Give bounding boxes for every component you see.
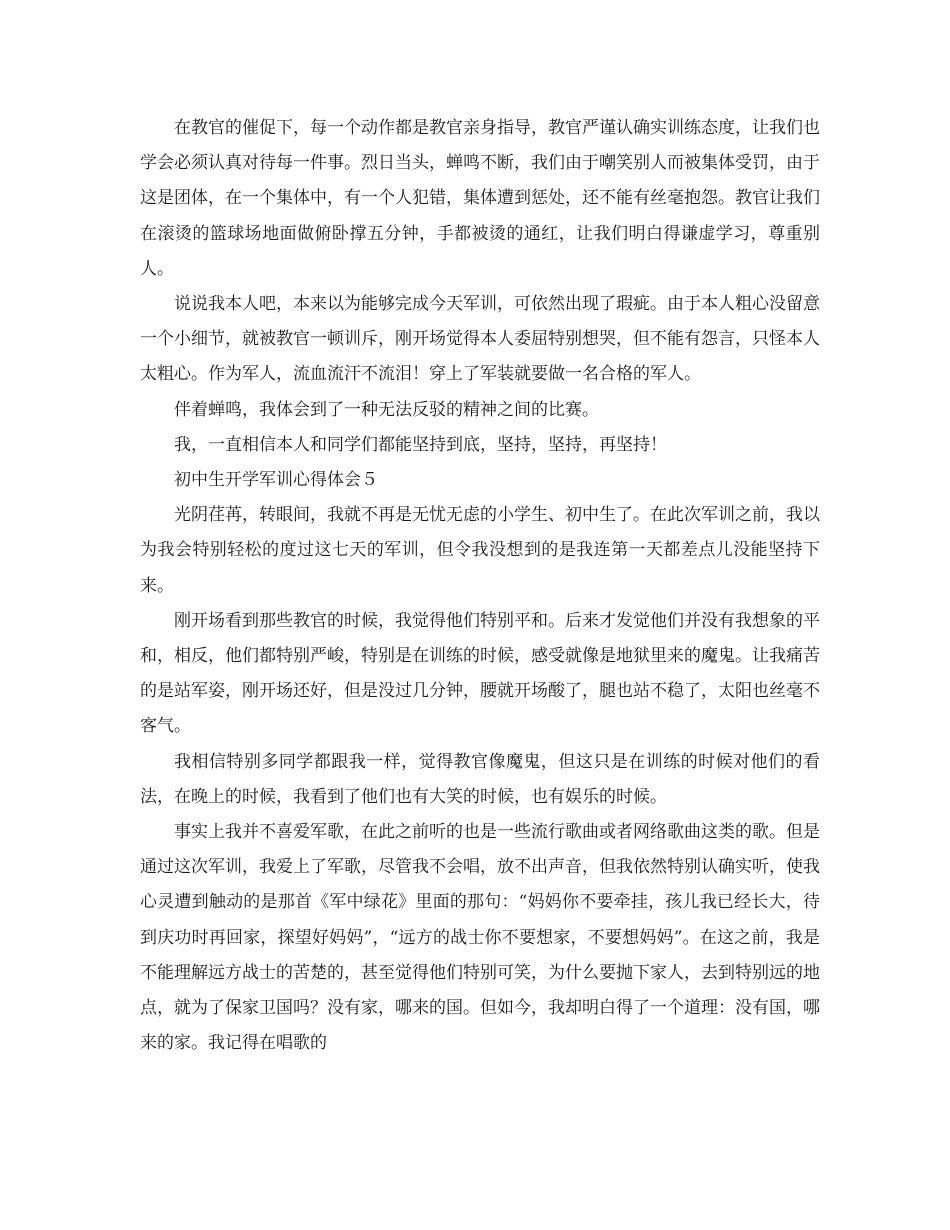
- paragraph: 事实上我并不喜爱军歌，在此之前听的也是一些流行歌曲或者网络歌曲这类的歌。但是通过这次军训，我爱上了军歌，尽管我不会唱，放不出声音，但我依然特别认确实听，使我心灵遭到触动的是那首《军中绿花》里面的那句：“妈妈你不要牵挂，孩儿我已经长大，待到庆功时再回家，探望好妈妈”，“远方的战士你不要想家，不要想妈妈”。在这之前，我是不能理解远方战士的苦楚的，甚至觉得他们特别可笑，为什么要抛下家人，去到特别远的地点，就为了保家卫国吗？没有家，哪来的国。但如今，我却明白得了一个道理：没有国，哪来的家。我记得在唱歌的: [140, 822, 820, 1054]
- paragraph: 说说我本人吧，本来以为能够完成今天军训，可依然出现了瑕疵。由于本人粗心没留意一个小细节，就被教官一顿训斥，刚开场觉得本人委屈特别想哭，但不能有怨言，只怪本人太粗心。作为军人，流血流汗不流泪！穿上了军装就要做一名合格的军人。: [140, 294, 820, 385]
- paragraph: 伴着蝉鸣，我体会到了一种无法反驳的精神之间的比赛。: [174, 399, 599, 420]
- paragraph: 我，一直相信本人和同学们都能坚持到底，坚持，坚持，再坚持！: [174, 434, 667, 455]
- paragraph: 在教官的催促下，每一个动作都是教官亲身指导，教官严谨认确实训练态度，让我们也学会必须认真对待每一件事。烈日当头，蝉鸣不断，我们由于嘲笑别人而被集体受罚，由于这是团体，在一个集体中，有一个人犯错，集体遭到惩处，还不能有丝毫抱怨。教官让我们在滚烫的篮球场地面做俯卧撑五分钟，手都被烫的通红，让我们明白得谦虚学习，尊重别人。: [140, 118, 820, 279]
- document-body: [140, 111, 820, 1061]
- paragraph: 光阴荏苒，转眼间，我就不再是无忧无虑的小学生、初中生了。在此次军训之前，我以为我会特别轻松的度过这七天的军训，但令我没想到的是我连第一天都差点儿没能坚持下来。: [140, 505, 820, 596]
- section-title: 初中生开学军训心得体会５: [174, 470, 378, 491]
- paragraph: 我相信特别多同学都跟我一样，觉得教官像魔鬼，但这只是在训练的时候对他们的看法，在晚上的时候，我看到了他们也有大笑的时候，也有娱乐的时候。: [140, 751, 820, 807]
- paragraph: 刚开场看到那些教官的时候，我觉得他们特别平和。后来才发觉他们并没有我想象的平和，相反，他们都特别严峻，特别是在训练的时候，感受就像是地狱里来的魔鬼。让我痛苦的是站军姿，刚开场还好，但是没过几分钟，腰就开场酸了，腿也站不稳了，太阳也丝毫不客气。: [140, 610, 820, 737]
